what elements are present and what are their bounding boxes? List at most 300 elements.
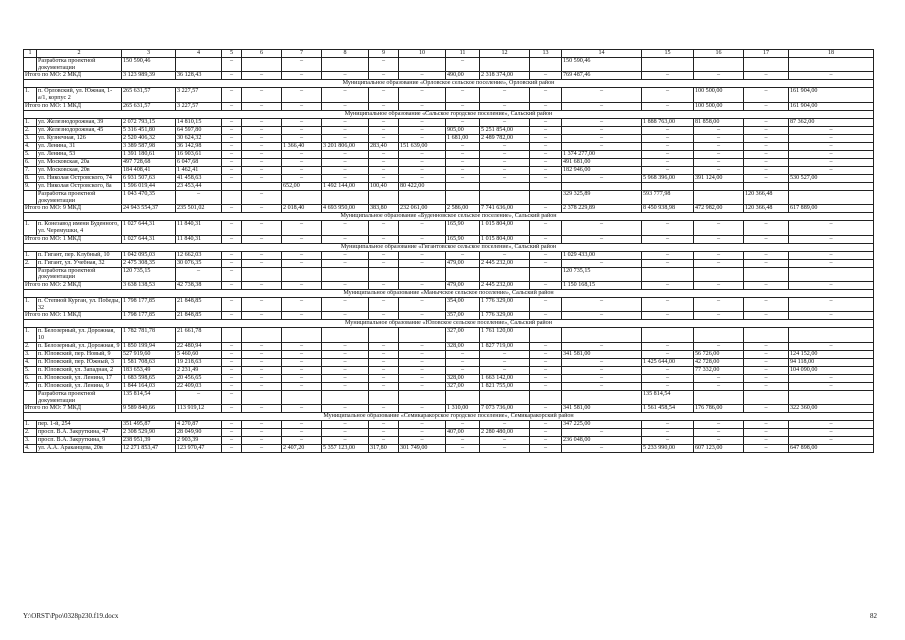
value-cell: 120 735,15 (562, 267, 642, 281)
value-cell: – (399, 251, 446, 259)
value-cell: 2 520 406,32 (122, 134, 176, 142)
value-cell: – (242, 118, 282, 126)
value-cell: – (642, 221, 694, 235)
address-cell: ул. Ленина, 31 (37, 142, 122, 150)
value-cell: – (322, 282, 369, 290)
value-cell: 94 118,00 (789, 358, 874, 366)
value-cell: – (399, 298, 446, 312)
table-row (24, 267, 874, 281)
value-cell (242, 267, 282, 281)
table-row (24, 342, 874, 350)
table-row (24, 126, 874, 134)
value-cell: 22 480,94 (176, 342, 222, 350)
value-cell: – (222, 158, 242, 166)
value-cell: – (282, 374, 322, 382)
row-number (24, 390, 37, 404)
address-cell: п. Гигант, ул. Учебная, 32 (37, 259, 122, 267)
value-cell (694, 267, 744, 281)
row-number: 7. (24, 382, 37, 390)
value-cell: 2 072 793,15 (122, 118, 176, 126)
value-cell: – (222, 429, 242, 437)
value-cell: – (242, 282, 282, 290)
value-cell: 3 123 989,39 (122, 72, 176, 80)
value-cell: 1 043 470,35 (122, 190, 176, 204)
value-cell: – (222, 350, 242, 358)
table-row (24, 166, 874, 174)
value-cell (242, 328, 282, 342)
value-cell (242, 390, 282, 404)
value-cell: – (562, 221, 642, 235)
value-cell: 124 152,00 (789, 350, 874, 358)
value-cell: – (399, 150, 446, 158)
value-cell: 1 888 763,00 (642, 118, 694, 126)
value-cell: 607 123,00 (694, 445, 744, 453)
value-cell: – (242, 174, 282, 182)
value-cell: – (530, 158, 562, 166)
value-cell: 24 943 554,37 (122, 205, 176, 213)
value-cell: 391 124,00 (694, 174, 744, 182)
value-cell: 11 840,31 (176, 235, 222, 243)
value-cell (222, 182, 242, 190)
value-cell: 135 814,54 (642, 390, 694, 404)
value-cell: – (399, 421, 446, 429)
table-row (24, 445, 874, 453)
row-number: 2. (24, 429, 37, 437)
value-cell: 100,40 (369, 182, 399, 190)
value-cell: 1 663 142,00 (480, 374, 530, 382)
value-cell: – (744, 374, 789, 382)
value-cell: – (744, 126, 789, 134)
value-cell: – (322, 134, 369, 142)
table-row (24, 190, 874, 204)
row-number: 7. (24, 166, 37, 174)
value-cell: – (530, 174, 562, 182)
value-cell: – (744, 437, 789, 445)
municipality-section-row (24, 110, 874, 118)
value-cell: – (369, 251, 399, 259)
value-cell: – (446, 358, 480, 366)
row-number: 2. (24, 126, 37, 134)
value-cell: – (694, 298, 744, 312)
value-cell: 769 487,46 (562, 72, 642, 80)
value-cell (789, 267, 874, 281)
row-number: 3. (24, 350, 37, 358)
value-cell: – (562, 259, 642, 267)
value-cell: – (369, 118, 399, 126)
address-cell: п. Юловский, пер. Новый, 9 (37, 350, 122, 358)
value-cell: – (222, 366, 242, 374)
value-cell: – (642, 437, 694, 445)
value-cell: – (446, 421, 480, 429)
page-number: 82 (870, 612, 877, 620)
value-cell: 327,00 (446, 328, 480, 342)
value-cell: – (530, 374, 562, 382)
value-cell: – (282, 174, 322, 182)
value-cell (530, 267, 562, 281)
municipality-section-row (24, 213, 874, 221)
column-number: 10 (399, 50, 446, 58)
value-cell: 351 495,87 (122, 421, 176, 429)
column-number: 6 (242, 50, 282, 58)
value-cell: – (744, 366, 789, 374)
value-cell: – (744, 251, 789, 259)
value-cell (369, 190, 399, 204)
value-cell: – (369, 235, 399, 243)
value-cell (282, 328, 322, 342)
value-cell: – (242, 158, 282, 166)
row-number: 1. (24, 251, 37, 259)
value-cell: 182 946,00 (562, 166, 642, 174)
value-cell: 2 407,20 (282, 445, 322, 453)
address-cell: п. Степной Курган, ул. Победы, 32 (38, 298, 120, 311)
value-cell: – (642, 88, 694, 102)
value-cell: – (530, 282, 562, 290)
value-cell: – (642, 374, 694, 382)
value-cell: 20 456,65 (176, 374, 222, 382)
value-cell: – (322, 118, 369, 126)
value-cell: – (789, 134, 874, 142)
value-cell: 1 821 755,00 (480, 382, 530, 390)
municipality-title: Муниципальное образование «Буденновское сельское поселение», Сальский район (24, 213, 874, 221)
value-cell: – (744, 259, 789, 267)
value-cell (480, 190, 530, 204)
value-cell: – (530, 221, 562, 235)
value-cell: – (744, 142, 789, 150)
value-cell: 2 318 374,00 (480, 72, 530, 80)
value-cell: – (242, 166, 282, 174)
value-cell: – (369, 72, 399, 80)
value-cell: 165,90 (446, 235, 480, 243)
value-cell (694, 328, 744, 342)
row-number: 4. (24, 445, 37, 453)
value-cell (399, 190, 446, 204)
address-cell: просп. В.А. Закруткина, 47 (37, 429, 122, 437)
value-cell: – (789, 382, 874, 390)
municipality-title: Муниципальное образование «Юловское сельское поселение», Сальский район (24, 320, 874, 328)
table-row (24, 437, 874, 445)
value-cell (530, 390, 562, 404)
value-cell: 23 453,44 (176, 182, 222, 190)
value-cell: – (369, 382, 399, 390)
value-cell: – (282, 134, 322, 142)
value-cell: – (222, 267, 242, 281)
value-cell: – (694, 142, 744, 150)
value-cell: 497 728,68 (122, 158, 176, 166)
value-cell (242, 58, 282, 72)
column-number: 11 (446, 50, 480, 58)
row-number: 6. (24, 374, 37, 382)
value-cell (369, 390, 399, 404)
value-cell: 14 810,15 (176, 118, 222, 126)
value-cell: – (642, 126, 694, 134)
value-cell (694, 190, 744, 204)
value-cell: – (322, 158, 369, 166)
value-cell: 1 681,00 (446, 134, 480, 142)
value-cell (480, 58, 530, 72)
value-cell: – (369, 150, 399, 158)
value-cell: – (222, 382, 242, 390)
value-cell: 184 408,41 (122, 166, 176, 174)
value-cell (530, 190, 562, 204)
value-cell: 2 445 232,00 (480, 282, 530, 290)
value-cell: 19 218,63 (176, 358, 222, 366)
value-cell: – (242, 366, 282, 374)
table-row (24, 374, 874, 382)
value-cell: – (222, 259, 242, 267)
value-cell: – (222, 72, 242, 80)
value-cell: 236 048,00 (562, 437, 642, 445)
value-cell: – (222, 405, 242, 413)
total-row (24, 312, 874, 320)
column-number: 7 (282, 50, 322, 58)
value-cell: – (222, 166, 242, 174)
table-row (24, 134, 874, 142)
value-cell: – (446, 118, 480, 126)
value-cell: 238 951,39 (122, 437, 176, 445)
value-cell (530, 182, 562, 190)
value-cell: – (242, 102, 282, 110)
value-cell (399, 328, 446, 342)
value-cell: 1 027 644,31 (122, 235, 176, 243)
value-cell: 2 378 229,89 (562, 205, 642, 213)
value-cell: – (530, 358, 562, 366)
value-cell: 5 233 990,00 (642, 445, 694, 453)
value-cell: – (282, 126, 322, 134)
value-cell: – (322, 72, 369, 80)
value-cell: – (530, 350, 562, 358)
value-cell: – (222, 174, 242, 182)
value-cell: – (744, 342, 789, 350)
value-cell: – (744, 350, 789, 358)
value-cell: – (744, 298, 789, 312)
value-cell: 322 360,00 (789, 405, 874, 413)
value-cell: – (322, 102, 369, 110)
value-cell: – (369, 221, 399, 235)
value-cell: – (399, 134, 446, 142)
value-cell: – (562, 429, 642, 437)
value-cell (480, 390, 530, 404)
value-cell: – (744, 421, 789, 429)
address-cell: п. Юловский, пер. Южный, 3 (37, 358, 122, 366)
value-cell: – (530, 142, 562, 150)
value-cell: – (446, 142, 480, 150)
value-cell: 2 018,40 (282, 205, 322, 213)
value-cell: 4 270,87 (176, 421, 222, 429)
total-label: Итого по МО: 1 МКД (24, 102, 122, 110)
value-cell (642, 328, 694, 342)
value-cell: 317,80 (369, 445, 399, 453)
value-cell: – (530, 312, 562, 320)
value-cell: 36 142,98 (176, 142, 222, 150)
value-cell: – (282, 298, 322, 312)
value-cell: – (322, 259, 369, 267)
value-cell: 36 128,43 (176, 72, 222, 80)
value-cell: – (530, 366, 562, 374)
value-cell: 347 225,00 (562, 421, 642, 429)
value-cell: – (242, 298, 282, 312)
value-cell: – (562, 312, 642, 320)
value-cell: – (222, 118, 242, 126)
value-cell: 301 749,00 (399, 445, 446, 453)
value-cell: – (642, 72, 694, 80)
value-cell: 135 814,54 (122, 390, 176, 404)
value-cell: – (789, 429, 874, 437)
value-cell: – (694, 421, 744, 429)
table-row (24, 118, 874, 126)
value-cell (369, 328, 399, 342)
address-cell: Разработка проектной документации (37, 58, 122, 72)
value-cell: 283,40 (369, 142, 399, 150)
value-cell: – (480, 358, 530, 366)
address-cell: п. Орловский, ул. Южная, 1-а/1, корпус 2 (37, 88, 122, 102)
value-cell: – (642, 312, 694, 320)
value-cell: – (446, 366, 480, 374)
value-cell: 4 693 950,00 (322, 205, 369, 213)
row-number: 6. (24, 158, 37, 166)
value-cell: – (530, 298, 562, 312)
address-cell: ул. Московская, 20а (37, 158, 122, 166)
value-cell: – (744, 150, 789, 158)
table-row (24, 298, 874, 312)
value-cell (744, 390, 789, 404)
value-cell: – (242, 374, 282, 382)
value-cell: – (282, 235, 322, 243)
value-cell: 11 840,31 (176, 221, 222, 235)
value-cell: 3 389 587,98 (122, 142, 176, 150)
value-cell: – (694, 134, 744, 142)
value-cell: – (789, 374, 874, 382)
value-cell: – (642, 251, 694, 259)
value-cell: 30 076,35 (176, 259, 222, 267)
value-cell: – (642, 150, 694, 158)
value-cell (222, 328, 242, 342)
value-cell: – (399, 374, 446, 382)
value-cell: – (369, 166, 399, 174)
value-cell: – (369, 174, 399, 182)
value-cell: – (222, 150, 242, 158)
value-cell: – (369, 134, 399, 142)
row-number (24, 58, 37, 72)
value-cell: – (694, 382, 744, 390)
value-cell: – (446, 166, 480, 174)
value-cell: – (642, 382, 694, 390)
value-cell: – (642, 142, 694, 150)
value-cell: 1 850 199,94 (122, 342, 176, 350)
value-cell: – (222, 358, 242, 366)
value-cell: 56 726,00 (694, 350, 744, 358)
address-cell: Разработка проектной документации (37, 190, 122, 204)
value-cell: 2 903,39 (176, 437, 222, 445)
value-cell: – (642, 166, 694, 174)
value-cell: – (789, 421, 874, 429)
value-cell: – (399, 88, 446, 102)
value-cell (642, 182, 694, 190)
value-cell: 161 904,00 (789, 102, 874, 110)
value-cell: – (642, 134, 694, 142)
value-cell: – (222, 421, 242, 429)
value-cell: 1 581 708,63 (122, 358, 176, 366)
value-cell: – (369, 58, 399, 72)
value-cell (282, 267, 322, 281)
value-cell: – (694, 429, 744, 437)
total-row (24, 405, 874, 413)
table-row (24, 429, 874, 437)
column-number: 18 (789, 50, 874, 58)
value-cell: 1 761 120,00 (480, 328, 530, 342)
value-cell: – (282, 366, 322, 374)
municipality-title: Муниципальное образование «Семикаракорское городское поселение», Семикаракорский район (24, 413, 874, 421)
value-cell: 3 227,57 (176, 102, 222, 110)
value-cell: – (744, 102, 789, 110)
value-cell (562, 328, 642, 342)
value-cell: – (789, 166, 874, 174)
table-row (24, 421, 874, 429)
row-number: 4. (24, 358, 37, 366)
value-cell: 593 777,98 (642, 190, 694, 204)
row-number: 9. (24, 182, 37, 190)
address-cell: ул. Николая Островского, 74 (37, 174, 122, 182)
table-row (24, 142, 874, 150)
value-cell: – (744, 134, 789, 142)
value-cell (399, 267, 446, 281)
value-cell: – (282, 282, 322, 290)
value-cell: – (562, 235, 642, 243)
column-number: 14 (562, 50, 642, 58)
value-cell: – (744, 445, 789, 453)
value-cell: 341 581,00 (562, 350, 642, 358)
value-cell: – (480, 445, 530, 453)
value-cell (789, 328, 874, 342)
value-cell: – (530, 437, 562, 445)
value-cell: – (222, 235, 242, 243)
value-cell: 341 581,00 (562, 405, 642, 413)
value-cell: – (322, 235, 369, 243)
value-cell: – (789, 251, 874, 259)
value-cell: – (242, 142, 282, 150)
value-cell (222, 190, 242, 204)
value-cell: – (399, 429, 446, 437)
municipality-section-row (24, 320, 874, 328)
row-number (24, 190, 37, 204)
value-cell: – (242, 205, 282, 213)
value-cell (789, 390, 874, 404)
value-cell: 2 280 480,00 (480, 429, 530, 437)
value-cell: – (562, 142, 642, 150)
value-cell: – (176, 190, 222, 204)
value-cell: – (369, 366, 399, 374)
value-cell: – (399, 366, 446, 374)
value-cell: – (242, 429, 282, 437)
value-cell: – (222, 88, 242, 102)
value-cell: – (222, 437, 242, 445)
value-cell: – (789, 235, 874, 243)
value-cell: – (369, 358, 399, 366)
value-cell: 120 366,48 (744, 205, 789, 213)
value-cell: – (242, 88, 282, 102)
value-cell: 1 425 644,00 (642, 358, 694, 366)
value-cell: – (322, 382, 369, 390)
value-cell: – (789, 298, 874, 312)
value-cell: 527 919,60 (122, 350, 176, 358)
value-cell: – (282, 102, 322, 110)
value-cell (322, 58, 369, 72)
value-cell: – (282, 382, 322, 390)
value-cell: – (282, 429, 322, 437)
value-cell: 30 624,32 (176, 134, 222, 142)
value-cell: 1 027 644,31 (122, 221, 176, 235)
value-cell: 5 968 396,00 (642, 174, 694, 182)
value-cell: 354,00 (446, 298, 480, 312)
